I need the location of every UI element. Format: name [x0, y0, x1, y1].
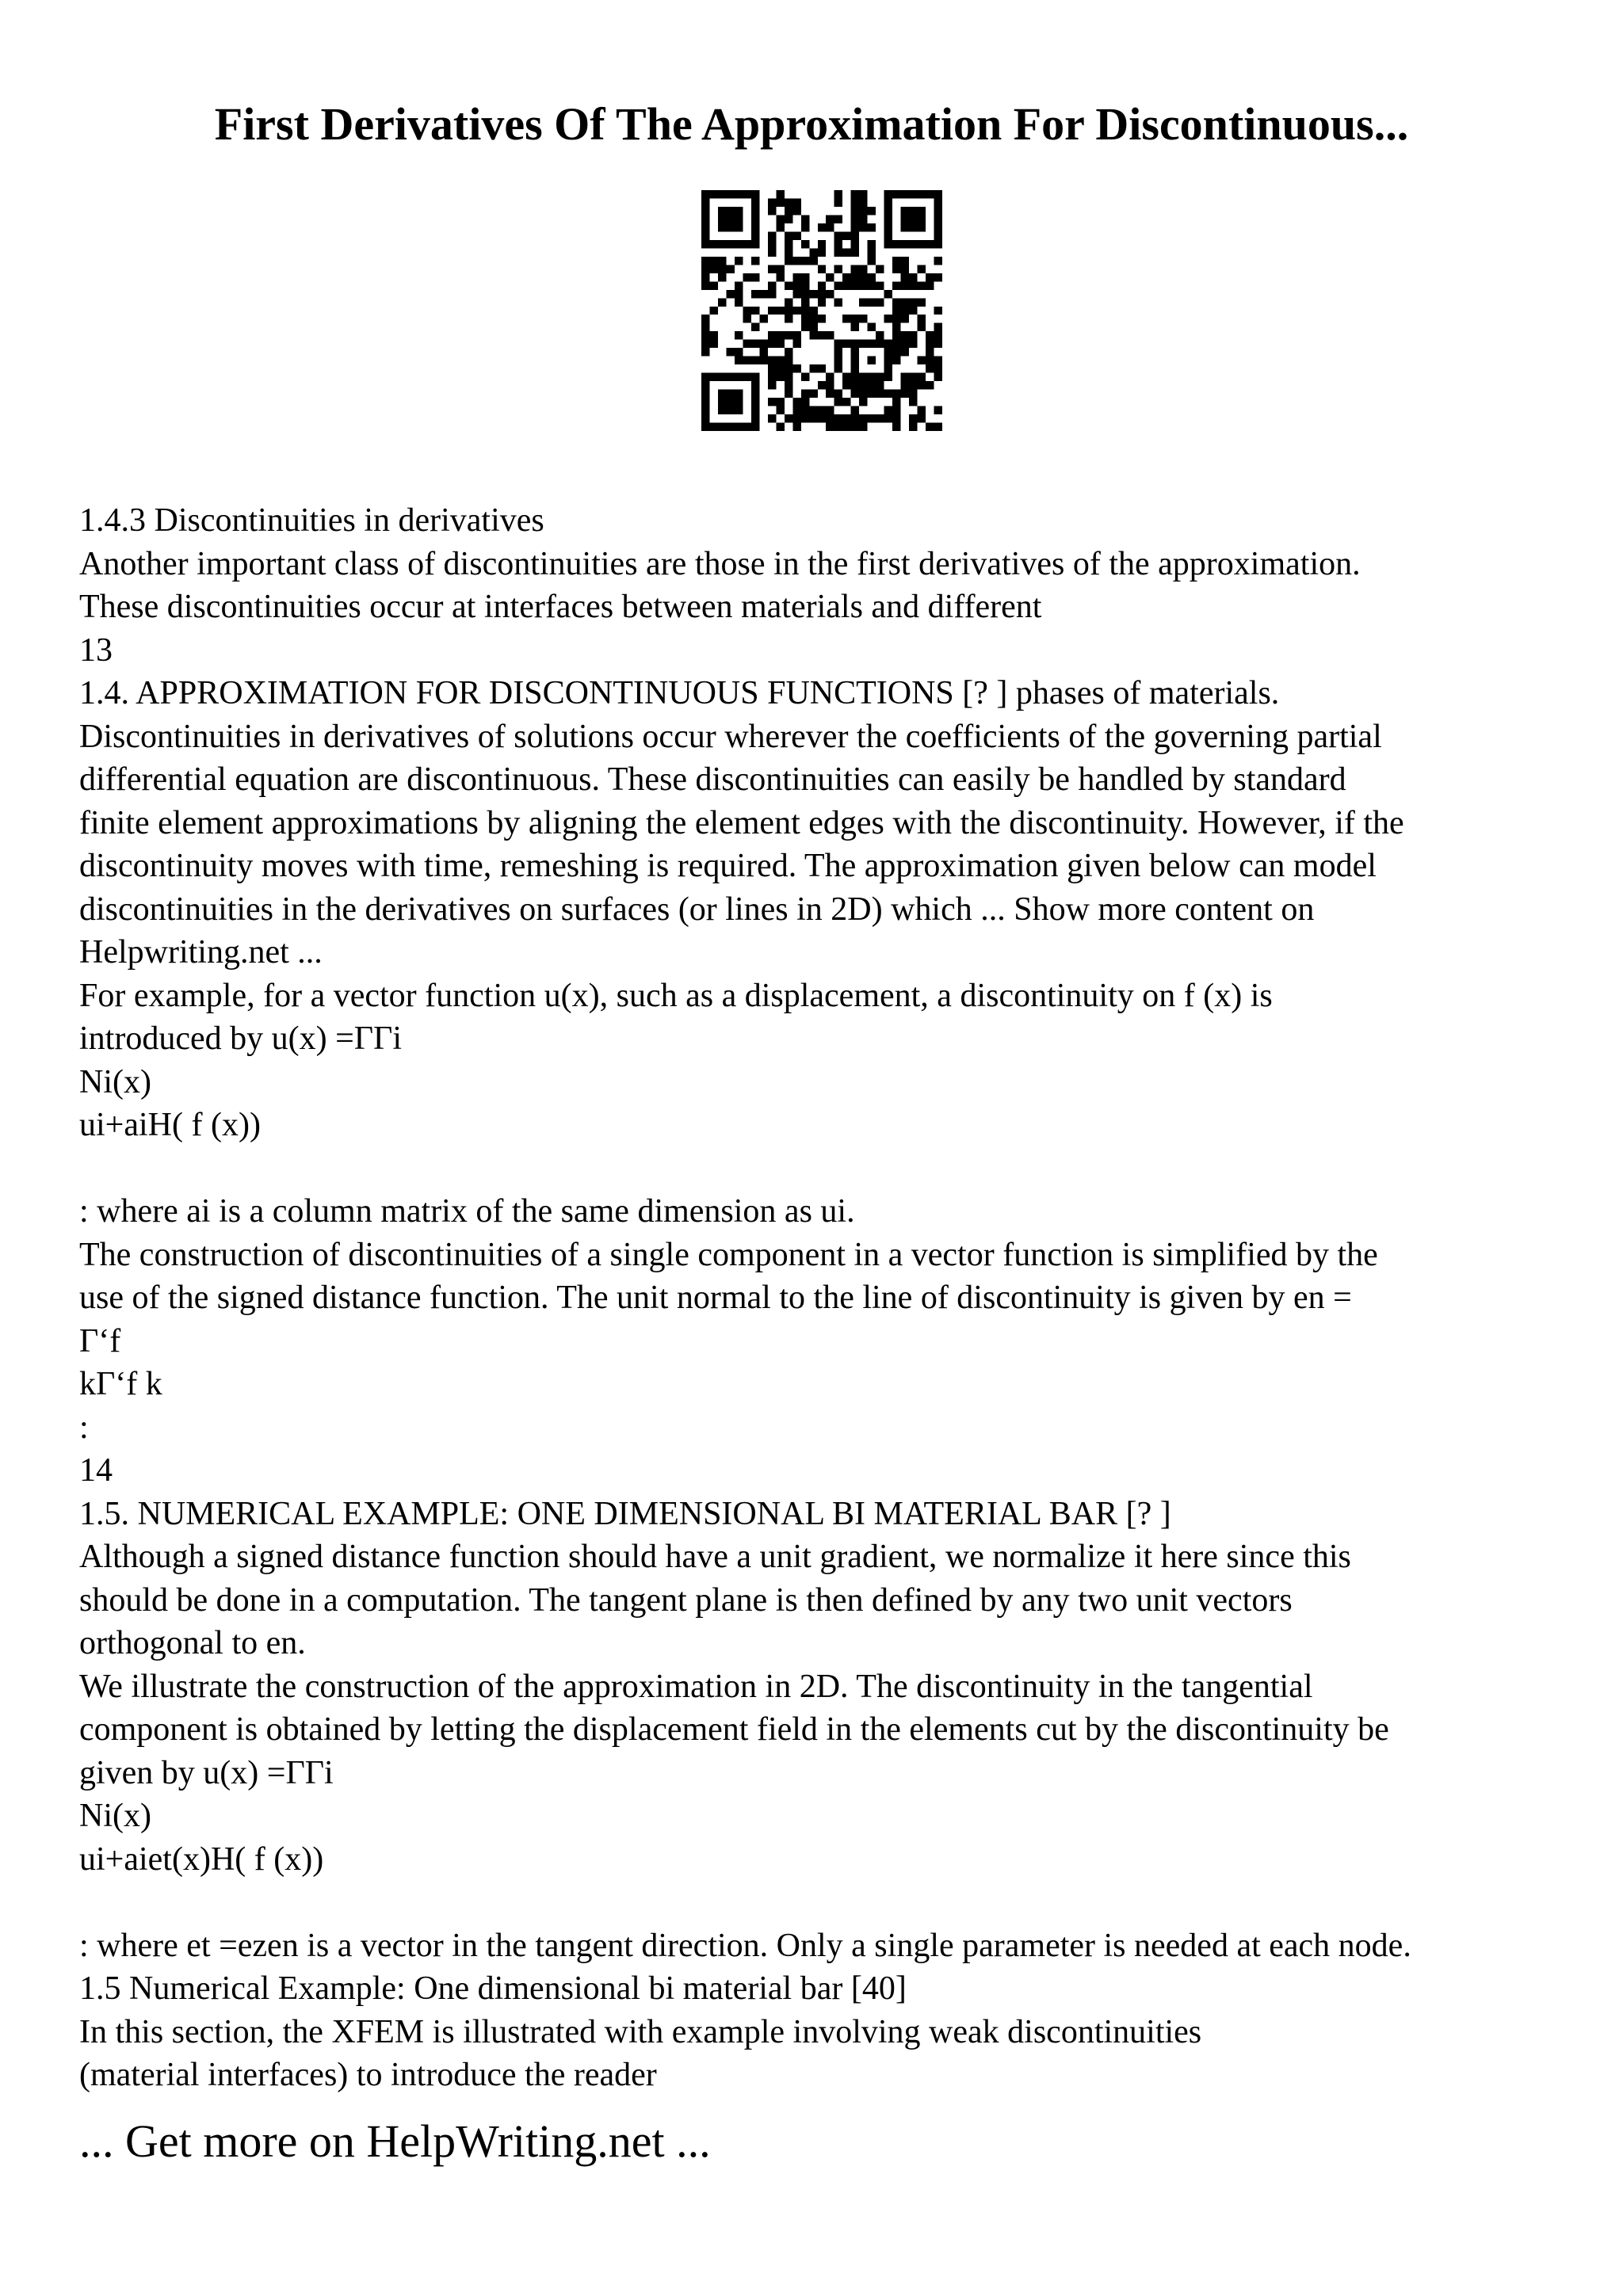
qr-code-icon: [701, 190, 942, 431]
text-line: : where ai is a column matrix of the same dimension as ui.: [79, 1193, 855, 1230]
text-line: [79, 1147, 1569, 1191]
text-line: [79, 1881, 1569, 1924]
text-line: (material interfaces) to introduce the reader: [79, 2057, 657, 2093]
text-line: ui+aiH( f (x)): [79, 1107, 261, 1143]
text-line: introduced by u(x) =ΓΓi: [79, 1020, 402, 1057]
text-line: Ni(x): [79, 1063, 151, 1100]
text-line: Discontinuities in derivatives of solutions occur wherever the coefficients of the governing partial: [79, 718, 1382, 755]
qr-code-graphic: [701, 190, 942, 431]
text-line: discontinuities in the derivatives on surfaces (or lines in 2D) which ... Show more content on: [79, 891, 1315, 928]
text-line: Γ‘f: [79, 1322, 121, 1360]
text-line: component is obtained by letting the displacement field in the elements cut by the discontinuity be: [79, 1711, 1389, 1748]
text-line: orthogonal to en.: [79, 1625, 306, 1661]
text-line: These discontinuities occur at interfaces between materials and different: [79, 589, 1042, 625]
text-line: :: [79, 1409, 89, 1446]
text-line: We illustrate the construction of the approximation in 2D. The discontinuity in the tangential: [79, 1668, 1313, 1705]
get-more-link[interactable]: ... Get more on HelpWriting.net ...: [79, 2115, 711, 2167]
text-line: 1.4. APPROXIMATION FOR DISCONTINUOUS FUNCTIONS [? ] phases of materials.: [79, 675, 1280, 711]
document-body: [79, 499, 1569, 2097]
text-line: discontinuity moves with time, remeshing is required. The approximation given below can model: [79, 848, 1377, 884]
text-line: The construction of discontinuities of a single component in a vector function is simplified by the: [79, 1236, 1378, 1273]
text-line: 1.5 Numerical Example: One dimensional bi material bar [40]: [79, 1970, 907, 2007]
text-line: given by u(x) =ΓΓi: [79, 1754, 334, 1791]
text-line: differential equation are discontinuous. These discontinuities can easily be handled by standard: [79, 761, 1346, 798]
text-line: 13: [79, 631, 113, 669]
text-line: ui+aiet(x)H( f (x)): [79, 1840, 324, 1878]
page-title: First Derivatives Of The Approximation For Discontinuous...: [214, 98, 1409, 150]
text-line: For example, for a vector function u(x), such as a displacement, a discontinuity on f (x) is: [79, 977, 1273, 1014]
text-line: Helpwriting.net ...: [79, 934, 323, 971]
text-line: 1.4.3 Discontinuities in derivatives: [79, 502, 544, 539]
text-line: kΓ‘f k: [79, 1366, 162, 1402]
text-line: Although a signed distance function should have a unit gradient, we normalize it here since this: [79, 1539, 1351, 1575]
text-line: 1.5. NUMERICAL EXAMPLE: ONE DIMENSIONAL BI MATERIAL BAR [? ]: [79, 1495, 1171, 1532]
text-line: Ni(x): [79, 1798, 151, 1834]
text-line: Another important class of discontinuities are those in the first derivatives of the approximation.: [79, 545, 1361, 582]
text-line: : where et =ezen is a vector in the tangent direction. Only a single parameter is needed at each node.: [79, 1927, 1411, 1964]
text-line: use of the signed distance function. The unit normal to the line of discontinuity is given by en =: [79, 1280, 1352, 1316]
text-line: should be done in a computation. The tangent plane is then defined by any two unit vectors: [79, 1581, 1293, 1619]
text-line: In this section, the XFEM is illustrated with example involving weak discontinuities: [79, 2013, 1202, 2050]
text-line: finite element approximations by aligning the element edges with the discontinuity. However, if the: [79, 804, 1404, 841]
text-line: 14: [79, 1452, 113, 1489]
